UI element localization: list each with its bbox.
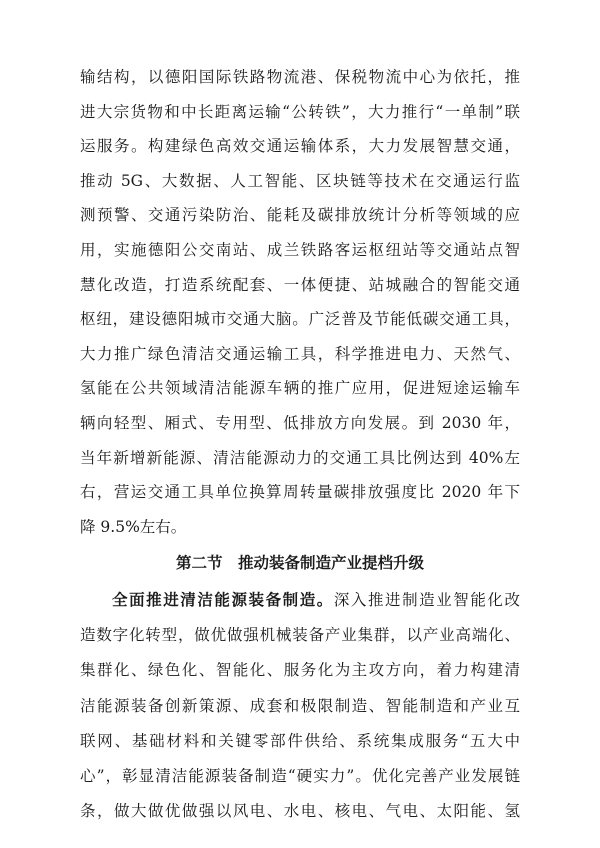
paragraph-line: 推动 5G、大数据、人工智能、区块链等技术在交通运行监 [80, 171, 520, 190]
paragraph-line: 降 9.5%左右。 [80, 517, 187, 536]
paragraph-line: 枢纽，建设德阳城市交通大脑。广泛普及节能低碳交通工具， [80, 310, 520, 329]
paragraph-line: 辆向轻型、厢式、专用型、低排放方向发展。到 2030 年， [80, 414, 520, 432]
paragraph-line: 运服务。构建绿色高效交通运输体系，大力发展智慧交通， [80, 137, 520, 156]
paragraph-line: 用，实施德阳公交南站、成兰铁路客运枢纽站等交通站点智 [80, 241, 520, 259]
paragraph-line: 进大宗货物和中长距离运输“公转铁”，大力推行“一单制”联 [80, 102, 520, 121]
paragraph-line: 洁能源装备创新策源、成套和极限制造、智能制造和产业互 [80, 696, 520, 715]
paragraph-line: 氢能在公共领域清洁能源车辆的推广应用，促进短途运输车 [80, 379, 520, 398]
paragraph-line: 输结构，以德阳国际铁路物流港、保税物流中心为依托，推 [80, 68, 520, 86]
paragraph-line: 大力推广绿色清洁交通运输工具，科学推进电力、天然气、 [80, 344, 520, 363]
first-line-rest: 深入推进制造业智能化改 [333, 591, 520, 609]
paragraph-first-line [112, 589, 520, 611]
paragraph-line: 当年新增新能源、清洁能源动力的交通工具比例达到 40%左 [80, 448, 520, 467]
paragraph-line: 右，营运交通工具单位换算周转量碳排放强度比 2020 年下 [80, 483, 520, 502]
paragraph-line: 心”，彰显清洁能源装备制造“硬实力”。优化完善产业发展链 [80, 767, 520, 785]
paragraph-line: 条，做大做优做强以风电、水电、核电、气电、太阳能、氢 [80, 802, 520, 821]
section-heading: 第二节 推动装备制造产业提档升级 [175, 554, 424, 573]
paragraph-line: 慧化改造，打造系统配套、一体便捷、站城融合的智能交通 [80, 275, 520, 294]
paragraph-line: 造数字化转型，做优做强机械装备产业集群，以产业高端化、 [80, 626, 520, 645]
paragraph-line: 测预警、交通污染防治、能耗及碳排放统计分析等领域的应 [80, 206, 520, 225]
paragraph-line: 集群化、绿色化、智能化、服务化为主攻方向，着力构建清 [80, 661, 520, 680]
lead-sentence: 全面推进清洁能源装备制造。 [112, 591, 334, 609]
paragraph-line: 联网、基础材料和关键零部件供给、系统集成服务“五大中 [80, 731, 520, 750]
